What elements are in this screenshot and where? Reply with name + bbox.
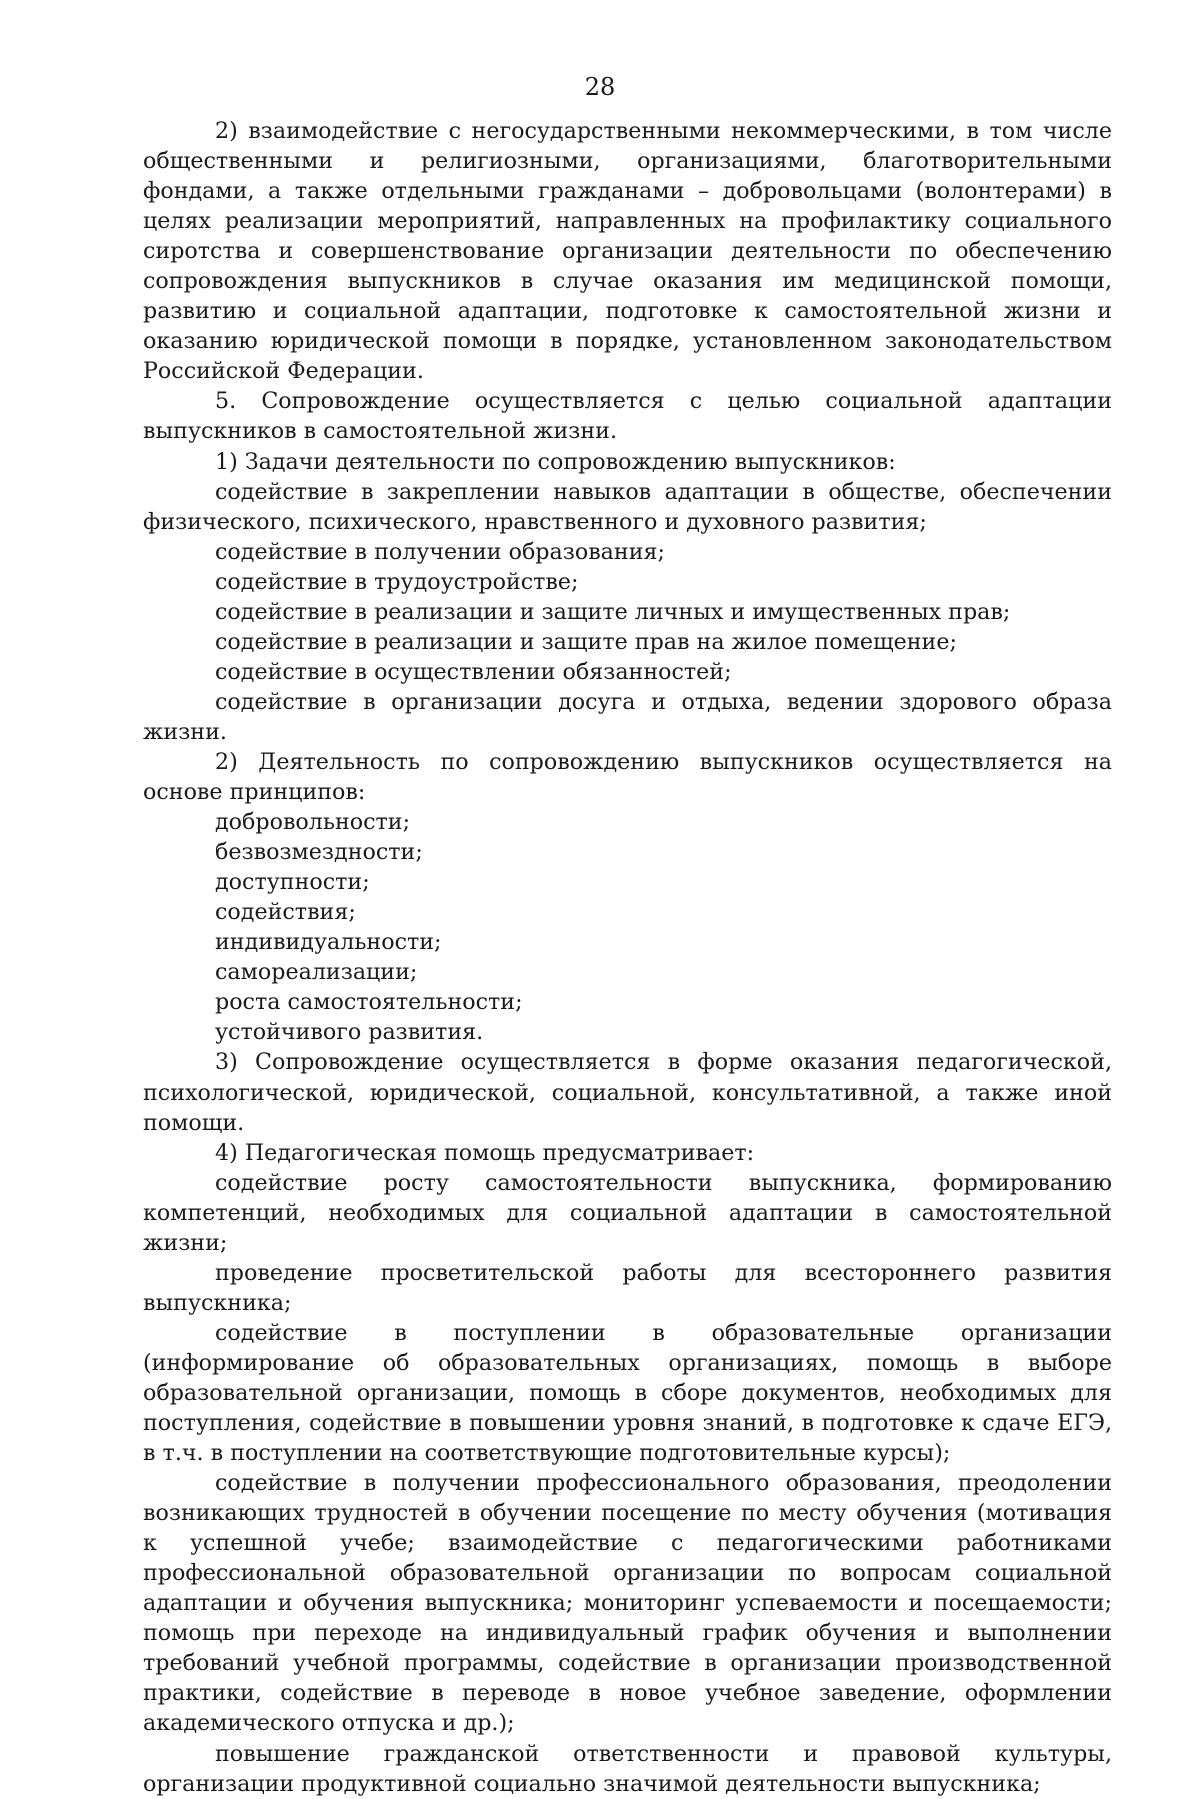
- paragraph: содействие в получении образования;: [215, 538, 665, 565]
- paragraph: проведение просветительской работы для всестороннего развития выпускника;: [143, 1259, 1112, 1316]
- list-item: индивидуальности;: [215, 929, 442, 956]
- paragraph: содействие в организации досуга и отдыха, ведении здорового образа жизни.: [143, 688, 1112, 745]
- paragraph: содействие в получении профессионального образования, преодолении возникающих трудностей в обучении посещение по месту обучения (мотивация к успешной учебе; взаимодействие с педагогическими работниками профессиональной образовательной организации по вопросам социальной адаптации и обучения выпускника; мониторинг успеваемости и посещаемости; помощь при переходе на индивидуальный график обучения и выполнении требований учебной программы, содействие в организации производственной практики, содействие в переводе в новое учебное заведение, оформлении академического отпуска и др.);: [143, 1470, 1112, 1737]
- paragraph: содействие в трудоустройстве;: [215, 568, 579, 595]
- list-item: добровольности;: [215, 809, 411, 836]
- paragraph: 1) Задачи деятельности по сопровождению выпускников:: [215, 448, 896, 475]
- paragraph: содействие в закреплении навыков адаптации в обществе, обеспечении физического, психического, нравственного и духовного развития;: [143, 478, 1112, 535]
- paragraph: 2) Деятельность по сопровождению выпускников осуществляется на основе принципов:: [143, 748, 1112, 806]
- paragraph: 4) Педагогическая помощь предусматривает:: [215, 1139, 755, 1166]
- list-item: содействия;: [215, 899, 356, 926]
- list-item: самореализации;: [215, 959, 418, 986]
- list-item: доступности;: [215, 869, 370, 896]
- list-item: устойчивого развития.: [215, 1019, 484, 1046]
- paragraph: 3) Сопровождение осуществляется в форме оказания педагогической, психологической, юридической, социальной, консультативной, а также иной помощи.: [143, 1049, 1112, 1136]
- paragraph: содействие в реализации и защите личных и имущественных прав;: [215, 598, 1011, 625]
- list-item: безвозмездности;: [215, 839, 423, 866]
- paragraph: содействие росту самостоятельности выпускника, формированию компетенций, необходимых для социальной адаптации в самостоятельной жизни;: [143, 1169, 1112, 1256]
- paragraph: содействие в осуществлении обязанностей;: [215, 658, 732, 685]
- page-number: 28: [584, 73, 616, 101]
- paragraph: 2) взаимодействие с негосударственными некоммерческими, в том числе общественными и религиозными, организациями, благотворительными фондами, а также отдельными гражданами – добровольцами (волонтерами) в целях реализации мероприятий, направленных на профилактику социального сиротства и совершенствование организации деятельности по обеспечению сопровождения выпускников в случае оказания им медицинской помощи, развитию и социальной адаптации, подготовке к самостоятельной жизни и оказанию юридической помощи в порядке, установленном законодательством Российской Федерации.: [143, 118, 1112, 385]
- list-item: роста самостоятельности;: [215, 989, 523, 1016]
- paragraph: повышение гражданской ответственности и правовой культуры, организации продуктивной социально значимой деятельности выпускника;: [143, 1740, 1112, 1797]
- paragraph: 5. Сопровождение осуществляется с целью социальной адаптации выпускников в самостоятельной жизни.: [143, 388, 1112, 445]
- paragraph: содействие в поступлении в образовательные организации (информирование об образовательных организациях, помощь в выборе образовательной организации, помощь в сборе документов, необходимых для поступления, содействие в повышении уровня знаний, в подготовке к сдаче ЕГЭ, в т.ч. в поступлении на соответствующие подготовительные курсы);: [143, 1319, 1112, 1467]
- paragraph: содействие в реализации и защите прав на жилое помещение;: [215, 628, 957, 655]
- document-body: [143, 116, 1112, 1799]
